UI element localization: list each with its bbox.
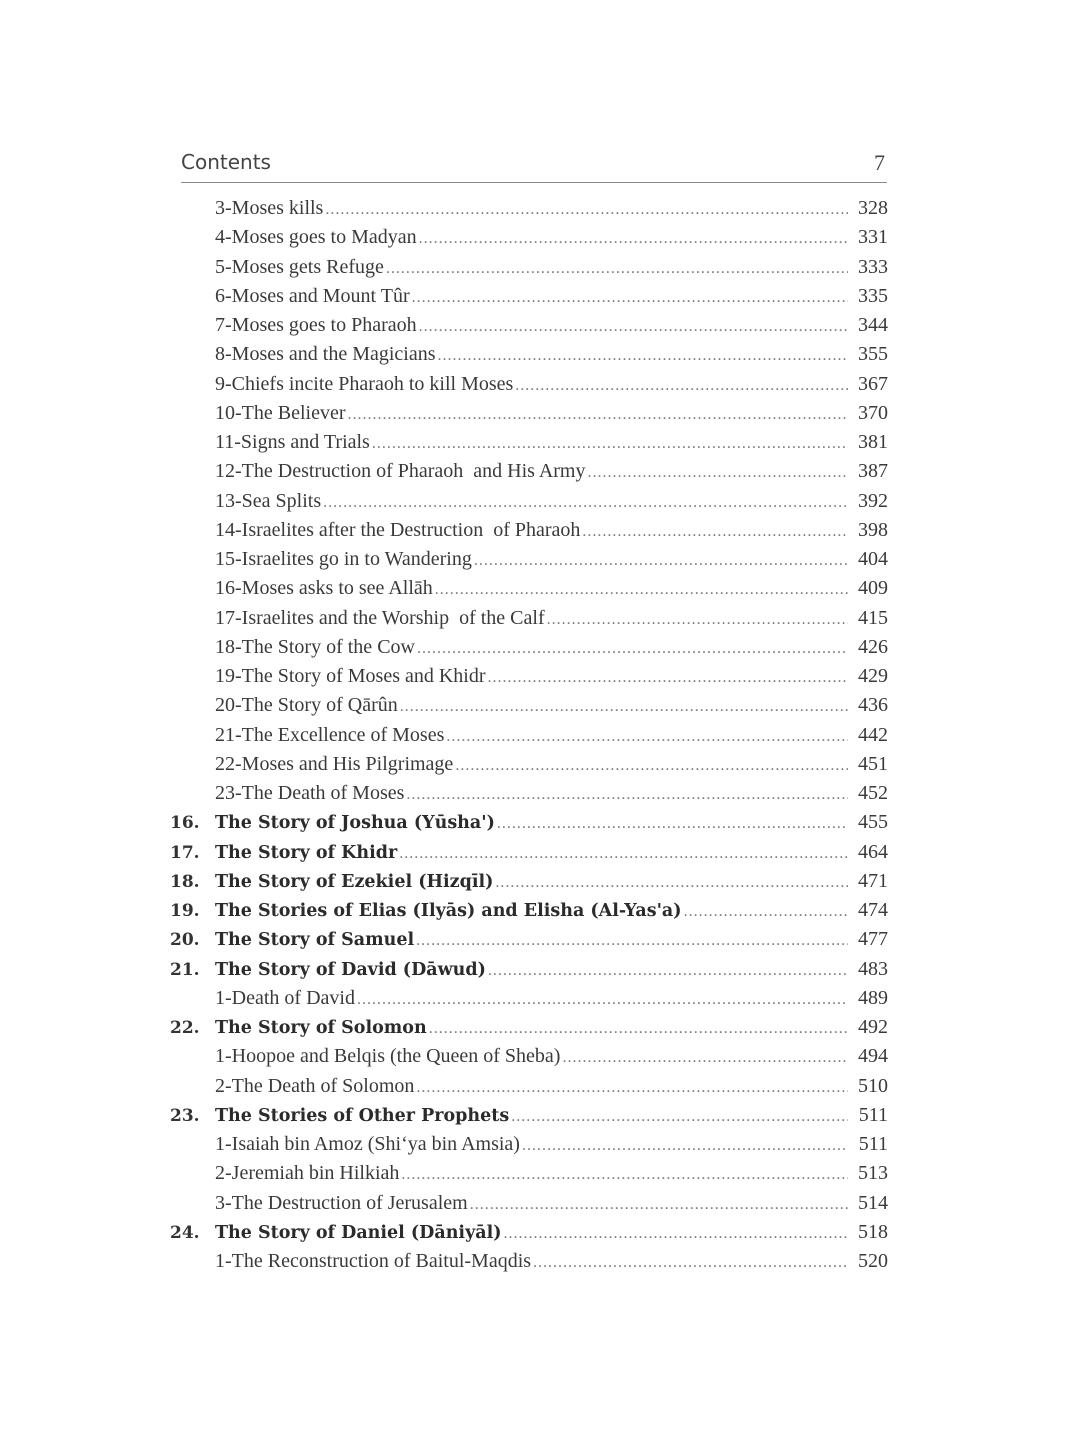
entry-title: 2-The Death of Solomon	[215, 1074, 415, 1097]
entry-number: 19.	[170, 901, 200, 921]
entry-title: 12-The Destruction of Pharaoh and His Army	[215, 460, 586, 483]
toc-chapter-entry	[170, 1218, 888, 1247]
dot-leader	[587, 458, 848, 487]
toc-chapter-entry	[170, 808, 888, 837]
toc-subentry	[170, 662, 888, 691]
entry-title: 6-Moses and Mount Tûr	[215, 284, 410, 307]
toc-subentry	[170, 1130, 888, 1159]
entry-title: 1-Death of David	[215, 986, 355, 1009]
dot-leader	[325, 195, 848, 224]
toc-chapter-entry	[170, 955, 888, 984]
entry-page-number: 404	[858, 548, 888, 570]
dot-leader	[684, 897, 848, 926]
entry-title: 16-Moses asks to see Allāh	[215, 577, 433, 600]
dot-leader	[416, 926, 848, 955]
dot-leader	[488, 956, 848, 985]
entry-page-number: 477	[858, 928, 888, 951]
toc-subentry	[170, 428, 888, 457]
entry-page-number: 514	[858, 1191, 888, 1214]
entry-title: 1-The Reconstruction of Baitul-Maqdis	[215, 1250, 532, 1272]
entry-title: 21-The Excellence of Moses	[215, 723, 445, 746]
toc-subentry	[170, 574, 888, 603]
toc-chapter-entry	[170, 896, 888, 925]
entry-page-number: 429	[858, 665, 888, 687]
toc-subentry	[170, 984, 888, 1013]
entry-title: 20-The Story of Qārûn	[215, 694, 398, 717]
dot-leader	[474, 546, 848, 575]
toc-subentry	[170, 1247, 888, 1276]
entry-title: 9-Chiefs incite Pharaoh to kill Moses	[215, 372, 514, 395]
dot-leader	[438, 341, 848, 370]
dot-leader	[417, 634, 848, 663]
toc-subentry	[170, 194, 888, 223]
entry-title: 2-Jeremiah bin Hilkiah	[215, 1162, 400, 1185]
entry-page-number: 511	[858, 1103, 888, 1126]
entry-title: 4-Moses goes to Madyan	[215, 226, 417, 249]
entry-page-number: 494	[858, 1045, 888, 1068]
dot-leader	[419, 312, 848, 341]
entry-page-number: 398	[858, 518, 888, 541]
entry-page-number: 367	[858, 372, 888, 395]
entry-page-number: 464	[858, 840, 888, 863]
toc-chapter-entry	[170, 867, 888, 896]
entry-title: 22-Moses and His Pilgrimage	[215, 752, 454, 775]
entry-page-number: 387	[858, 460, 888, 483]
entry-page-number: 511	[858, 1133, 888, 1155]
toc-chapter-entry	[170, 1101, 888, 1130]
entry-title: 19-The Story of Moses and Khidr	[215, 665, 486, 687]
toc-subentry	[170, 223, 888, 252]
entry-page-number: 328	[858, 197, 888, 219]
entry-number: 24.	[170, 1222, 200, 1243]
toc-subentry	[170, 1042, 888, 1071]
dot-leader	[504, 1219, 848, 1248]
page-header	[181, 148, 887, 183]
entry-number: 21.	[170, 959, 200, 980]
toc-chapter-entry	[170, 838, 888, 867]
entry-page-number: 415	[858, 606, 888, 629]
toc-subentry	[170, 370, 888, 399]
entry-title: 18-The Story of the Cow	[215, 635, 415, 658]
entry-page-number: 492	[858, 1016, 888, 1038]
dot-leader	[386, 254, 848, 283]
entry-page-number: 483	[858, 957, 888, 980]
entry-title: The Story of Daniel (Dāniyāl)	[215, 1222, 502, 1243]
entry-page-number: 518	[858, 1220, 888, 1243]
toc-subentry	[170, 487, 888, 516]
toc-subentry	[170, 691, 888, 720]
toc-subentry	[170, 340, 888, 369]
dot-leader	[406, 780, 848, 809]
dot-leader	[497, 809, 848, 838]
entry-title: The Stories of Elias (Ilyās) and Elisha (Al-Yas'a)	[215, 901, 682, 921]
dot-leader	[533, 1248, 848, 1277]
dot-leader	[401, 1160, 848, 1189]
entry-page-number: 452	[858, 782, 888, 804]
entry-title: The Story of Solomon	[215, 1018, 427, 1038]
toc-subentry	[170, 457, 888, 486]
entry-title: 10-The Believer	[215, 401, 346, 424]
entry-page-number: 436	[858, 694, 888, 717]
entry-title: 15-Israelites go in to Wandering	[215, 548, 472, 570]
dot-leader	[372, 429, 848, 458]
dot-leader	[562, 1043, 848, 1072]
entry-title: 3-Moses kills	[215, 197, 324, 219]
entry-page-number: 471	[858, 869, 888, 892]
dot-leader	[488, 663, 848, 692]
running-title: Contents	[181, 150, 271, 174]
entry-page-number: 370	[858, 401, 888, 424]
dot-leader	[429, 1014, 848, 1043]
dot-leader	[470, 1190, 848, 1219]
toc-subentry	[170, 545, 888, 574]
entry-page-number: 451	[858, 752, 888, 775]
toc-subentry	[170, 516, 888, 545]
toc-chapter-entry	[170, 1013, 888, 1042]
page-number: 7	[874, 150, 885, 175]
entry-title: 17-Israelites and the Worship of the Calf	[215, 606, 545, 629]
entry-page-number: 520	[858, 1250, 888, 1272]
entry-page-number: 331	[858, 226, 888, 249]
entry-title: 5-Moses gets Refuge	[215, 255, 384, 278]
entry-page-number: 513	[858, 1162, 888, 1185]
entry-title: 8-Moses and the Magicians	[215, 343, 436, 366]
entry-page-number: 510	[858, 1074, 888, 1097]
dot-leader	[348, 400, 849, 429]
toc-subentry	[170, 253, 888, 282]
dot-leader	[455, 751, 848, 780]
dot-leader	[323, 488, 848, 517]
toc-subentry	[170, 1189, 888, 1218]
entry-title: The Stories of Other Prophets	[215, 1105, 510, 1126]
dot-leader	[357, 985, 848, 1014]
entry-title: 1-Isaiah bin Amoz (Shi‘ya bin Amsia)	[215, 1133, 520, 1155]
toc-subentry	[170, 779, 888, 808]
entry-number: 20.	[170, 930, 200, 951]
entry-page-number: 344	[858, 314, 888, 336]
entry-page-number: 335	[858, 284, 888, 307]
toc-subentry	[170, 399, 888, 428]
dot-leader	[435, 575, 848, 604]
entry-number: 17.	[170, 842, 200, 863]
dot-leader	[515, 371, 848, 400]
toc-subentry	[170, 1072, 888, 1101]
entry-title: The Story of Ezekiel (Hizqīl)	[215, 871, 494, 892]
entry-title: 23-The Death of Moses	[215, 782, 405, 804]
dot-leader	[495, 868, 848, 897]
entry-page-number: 333	[858, 255, 888, 278]
entry-title: The Story of David (Dāwud)	[215, 959, 486, 980]
entry-title: 11-Signs and Trials	[215, 431, 370, 453]
entry-page-number: 409	[858, 577, 888, 600]
entry-title: 13-Sea Splits	[215, 489, 322, 512]
dot-leader	[582, 517, 848, 546]
toc-chapter-entry	[170, 925, 888, 954]
entry-title: 7-Moses goes to Pharaoh	[215, 314, 417, 336]
table-of-contents	[170, 194, 888, 1276]
toc-subentry	[170, 633, 888, 662]
toc-subentry	[170, 721, 888, 750]
entry-title: 14-Israelites after the Destruction of Pharaoh	[215, 518, 581, 541]
entry-title: 3-The Destruction of Jerusalem	[215, 1191, 468, 1214]
entry-number: 18.	[170, 871, 200, 892]
entry-page-number: 392	[858, 489, 888, 512]
entry-page-number: 381	[858, 431, 888, 453]
toc-subentry	[170, 1159, 888, 1188]
toc-subentry	[170, 604, 888, 633]
entry-page-number: 474	[858, 899, 888, 921]
dot-leader	[399, 839, 848, 868]
toc-subentry	[170, 311, 888, 340]
entry-number: 23.	[170, 1105, 200, 1126]
entry-title: The Story of Joshua (Yūsha')	[215, 813, 495, 834]
entry-page-number: 489	[858, 986, 888, 1009]
dot-leader	[511, 1102, 848, 1131]
entry-title: The Story of Samuel	[215, 930, 415, 951]
dot-leader	[412, 283, 848, 312]
dot-leader	[522, 1131, 848, 1160]
entry-page-number: 442	[858, 723, 888, 746]
entry-title: The Story of Khidr	[215, 842, 398, 863]
dot-leader	[400, 692, 848, 721]
entry-page-number: 455	[858, 811, 888, 834]
entry-title: 1-Hoopoe and Belqis (the Queen of Sheba)	[215, 1045, 561, 1068]
dot-leader	[416, 1073, 848, 1102]
entry-page-number: 355	[858, 343, 888, 366]
dot-leader	[419, 224, 848, 253]
entry-number: 16.	[170, 813, 200, 834]
dot-leader	[446, 722, 848, 751]
toc-subentry	[170, 750, 888, 779]
dot-leader	[547, 605, 848, 634]
entry-number: 22.	[170, 1018, 200, 1038]
toc-subentry	[170, 282, 888, 311]
entry-page-number: 426	[858, 635, 888, 658]
